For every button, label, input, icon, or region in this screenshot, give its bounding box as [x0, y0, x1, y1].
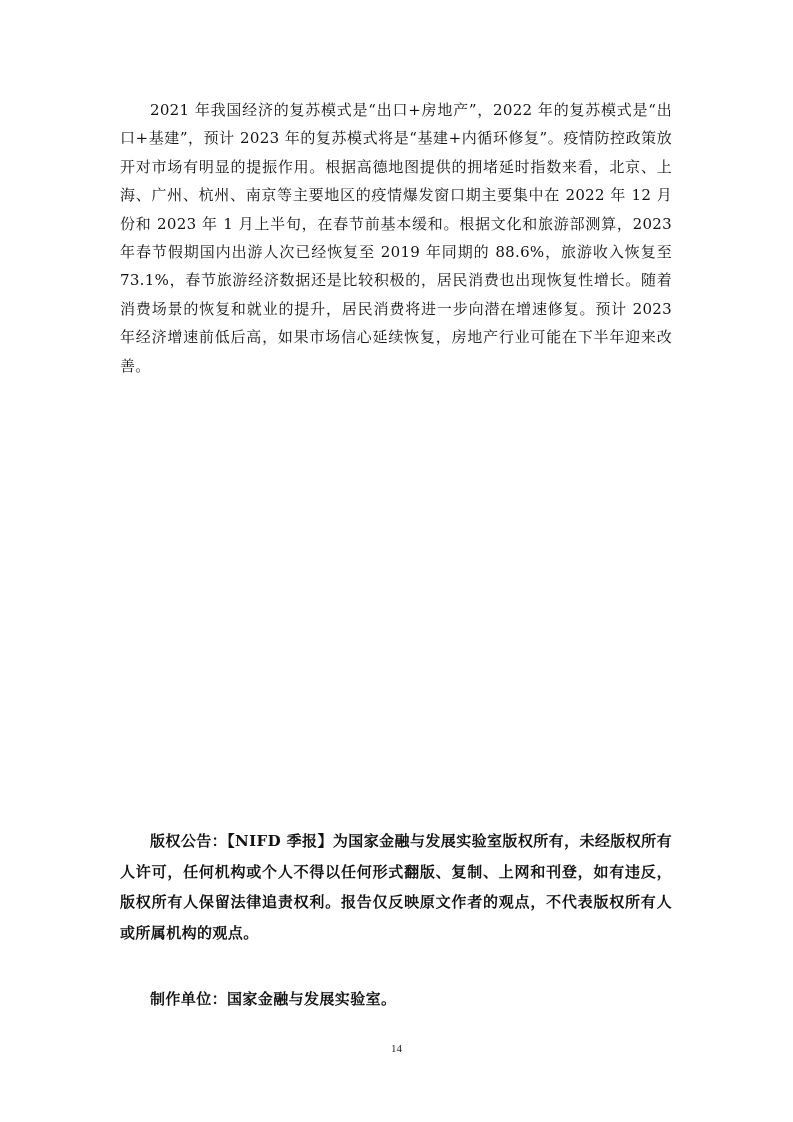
- copyright-notice: 版权公告：【NIFD 季报】为国家金融与发展实验室版权所有，未经版权所有人许可，任何机构或个人不得以任何形式翻版、复制、上网和刊登，如有违反，版权所有人保留法律追责权利。报告仅反映原文作者的观点，不代表版权所有人或所属机构的观点。: [120, 832, 672, 942]
- body-paragraph: 2021 年我国经济的复苏模式是“出口+房地产”，2022 年的复苏模式是“出口+基建”，预计 2023 年的复苏模式将是“基建+内循环修复”。疫情防控政策放开对市场有明显的提振作用。根据高德地图提供的拥堵延时指数来看，北京、上海、广州、杭州、南京等主要地区的疫情爆发窗口期主要集中在 2022 年 12 月份和 2023 年 1 月上半旬，在春节前基本缓和。根据文化和旅游部测算，2023 年春节假期国内出游人次已经恢复至 2019 年同期的 88.6%，旅游收入恢复至 73.1%，春节旅游经济数据还是比较积极的，居民消费也出现恢复性增长。随着消费场景的恢复和就业的提升，居民消费将进一步向潜在增速修复。预计 2023 年经济增速前低后高，如果市场信心延续恢复，房地产行业可能在下半年迎来改善。: [120, 101, 672, 375]
- page-number: 14: [391, 1043, 402, 1055]
- producer-line: 制作单位：国家金融与发展实验室。: [150, 990, 397, 1008]
